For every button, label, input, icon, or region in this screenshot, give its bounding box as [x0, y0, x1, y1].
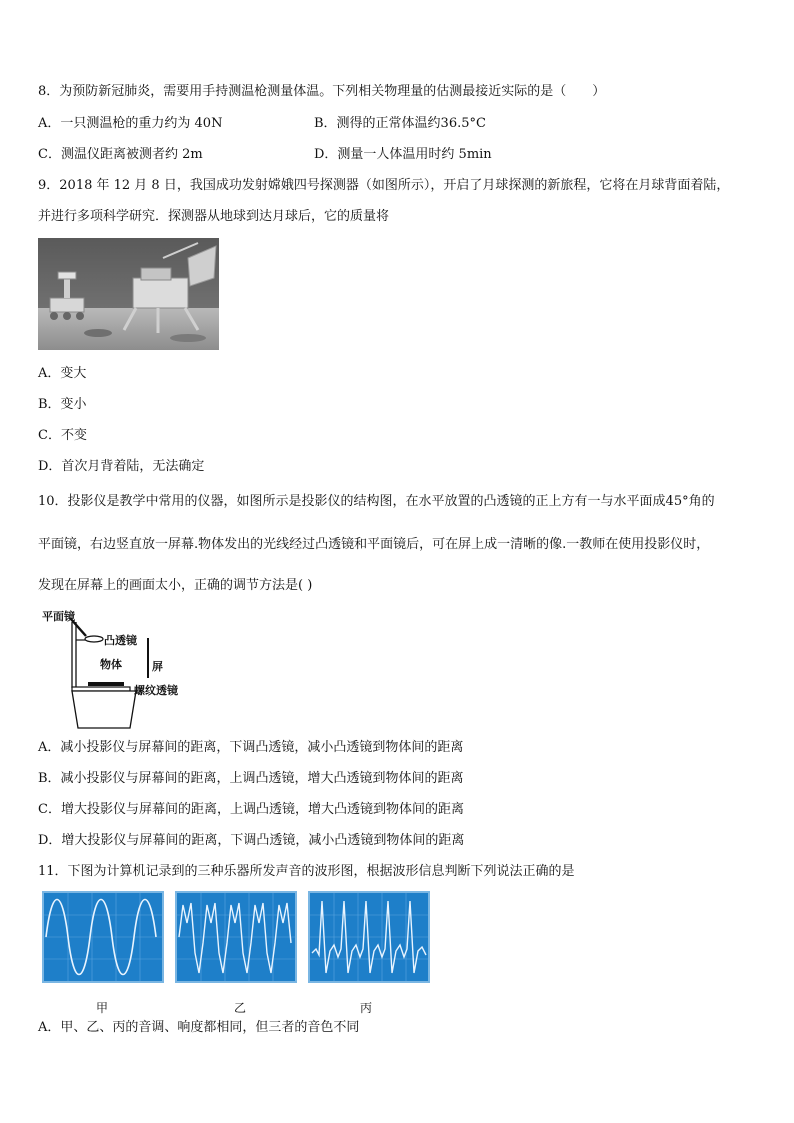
- waveform-label-bing: 丙: [360, 1001, 373, 1015]
- waveform-bing: [308, 891, 430, 983]
- q9-option-c: C．不变: [38, 428, 87, 443]
- q9-option-d: D．首次月背着陆，无法确定: [38, 459, 205, 474]
- q10-option-b: B．减小投影仪与屏幕间的距离，上调凸透镜，增大凸透镜到物体间的距离: [38, 771, 464, 786]
- q11-option-a: A．甲、乙、丙的音调、响度都相同，但三者的音色不同: [38, 1020, 360, 1035]
- chang-e-4-lander-photo: [38, 238, 219, 350]
- waveform-figures: [42, 891, 434, 1017]
- label-plane-mirror: 平面镜: [42, 610, 75, 623]
- q11-stem: 11．下图为计算机记录到的三种乐器所发声音的波形图，根据波形信息判断下列说法正确的是: [38, 864, 575, 879]
- projector-structure-diagram: [38, 606, 188, 730]
- q10-stem-line2: 平面镜，右边竖直放一屏幕.物体发出的光线经过凸透镜和平面镜后，可在屏上成一清晰的像.一教师在使用投影仪时，: [38, 537, 710, 552]
- q10-option-a: A．减小投影仪与屏幕间的距离，下调凸透镜，减小凸透镜到物体间的距离: [38, 740, 464, 755]
- q10-option-d: D．增大投影仪与屏幕间的距离，下调凸透镜，减小凸透镜到物体间的距离: [38, 833, 465, 848]
- label-fresnel-lens: 螺纹透镜: [134, 684, 178, 697]
- q8-option-c: C．测温仪距离被测者约 2m: [38, 147, 203, 162]
- waveform-yi: [175, 891, 297, 983]
- q10-stem-line3: 发现在屏幕上的画面太小，正确的调节方法是( ): [38, 578, 313, 593]
- q9-stem-line1: 9．2018 年 12 月 8 日，我国成功发射嫦娥四号探测器（如图所示），开启了月球探测的新旅程，它将在月球背面着陆，: [38, 178, 730, 193]
- waveform-label-yi: 乙: [234, 1001, 247, 1015]
- q10-stem-line1: 10．投影仪是教学中常用的仪器，如图所示是投影仪的结构图，在水平放置的凸透镜的正上方有一与水平面成45°角的: [38, 494, 715, 509]
- label-screen: 屏: [152, 660, 163, 673]
- q8-stem: 8．为预防新冠肺炎，需要用手持测温枪测量体温。下列相关物理量的估测最接近实际的是（ ）: [38, 84, 606, 99]
- q8-option-b: B．测得的正常体温约36.5°C: [314, 116, 486, 131]
- label-convex-lens: 凸透镜: [104, 634, 137, 647]
- q10-option-c: C．增大投影仪与屏幕间的距离，上调凸透镜，增大凸透镜到物体间的距离: [38, 802, 464, 817]
- waveform-jia: [42, 891, 164, 983]
- q9-option-a: A．变大: [38, 366, 87, 381]
- q8-option-a: A．一只测温枪的重力约为 40N: [38, 116, 223, 131]
- q9-option-b: B．变小: [38, 397, 87, 412]
- waveform-label-jia: 甲: [96, 1001, 109, 1015]
- q9-stem-line2: 并进行多项科学研究．探测器从地球到达月球后，它的质量将: [38, 209, 390, 224]
- q8-option-d: D．测量一人体温用时约 5min: [314, 147, 492, 162]
- label-object: 物体: [100, 658, 122, 671]
